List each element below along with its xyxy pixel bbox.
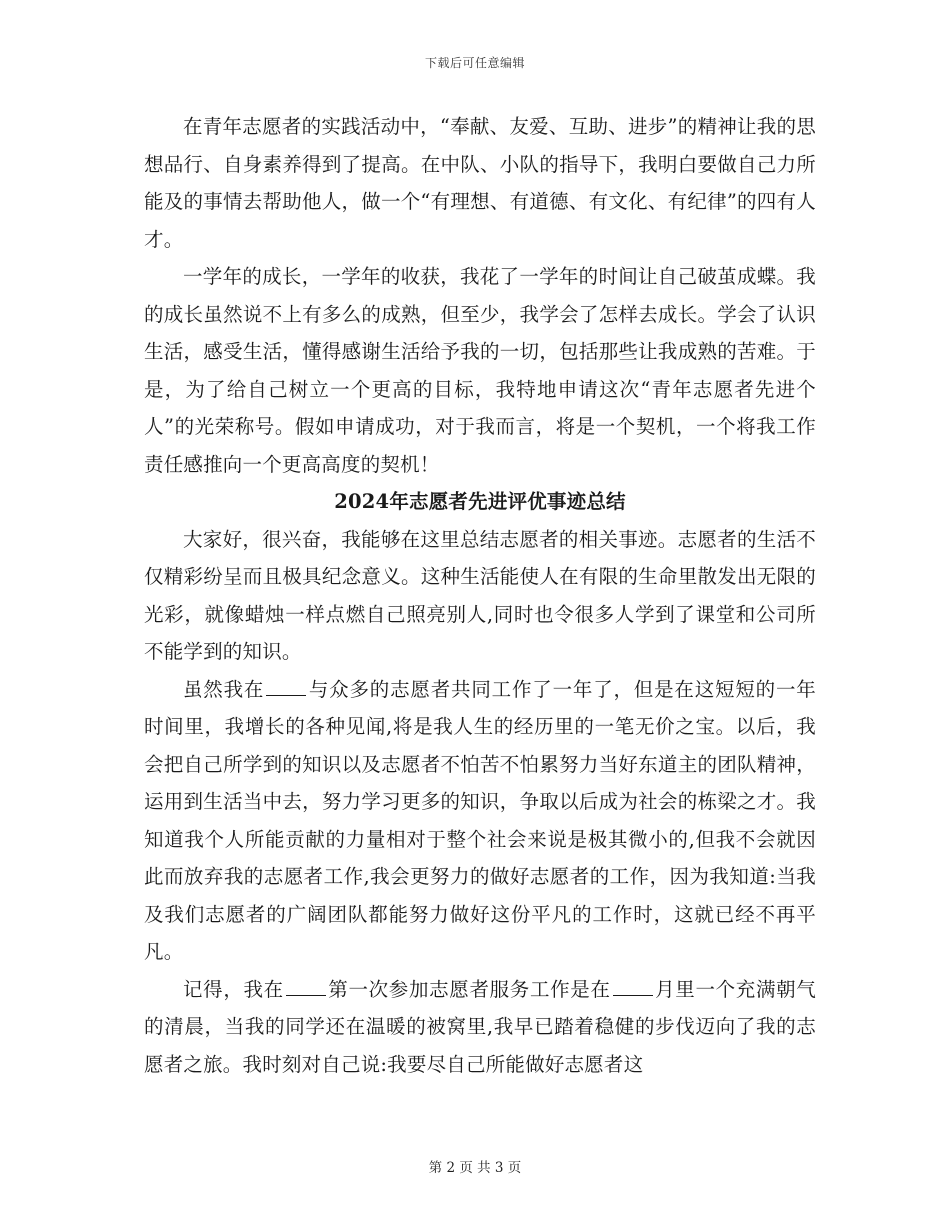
paragraph-5-start: 记得，我在	[183, 977, 284, 1001]
fill-in-blank	[266, 694, 306, 696]
page-footer: 第 2 页 共 3 页	[428, 1160, 522, 1176]
fill-in-blank	[286, 994, 326, 996]
paragraph-4-start: 虽然我在	[183, 677, 265, 701]
document-body	[144, 108, 816, 1083]
paragraph-5-middle: 第一次参加志愿者服务工作是在	[327, 977, 611, 1001]
paragraph-2: 一学年的成长，一学年的收获，我花了一学年的时间让自己破茧成蝶。我的成长虽然说不上有多么的成熟，但至少，我学会了怎样去成长。学会了认识生活，感受生活，懂得感谢生活给予我的一切，包括那些让我成熟的苦难。于是，为了给自己树立一个更高的目标，我特地申请这次“青年志愿者先进个人”的光荣称号。假如申请成功，对于我而言，将是一个契机，一个将我工作责任感推向一个更高高度的契机！	[144, 265, 816, 476]
fill-in-blank	[613, 994, 653, 996]
paragraph-4	[144, 671, 816, 971]
paragraph-3: 大家好，很兴奋，我能够在这里总结志愿者的相关事迹。志愿者的生活不仅精彩纷呈而且极具纪念意义。这种生活能使人在有限的生命里散发出无限的光彩，就像蜡烛一样点燃自己照亮别人,同时也令很多人学到了课堂和公司所不能学到的知识。	[144, 527, 816, 663]
paragraph-5	[144, 971, 816, 1084]
paragraph-4-rest: 与众多的志愿者共同工作了一年了，但是在这短短的一年时间里，我增长的各种见闻,将是我人生的经历里的一笔无价之宝。以后，我会把自己所学到的知识以及志愿者不怕苦不怕累努力当好东道主的团队精神，运用到生活当中去，努力学习更多的知识，争取以后成为社会的栋梁之才。我知道我个人所能贡献的力量相对于整个社会来说是极其微小的,但我不会就因此而放弃我的志愿者工作,我会更努力的做好志愿者的工作，因为我知道:当我及我们志愿者的广阔团队都能努力做好这份平凡的工作时，这就已经不再平凡。	[144, 677, 816, 963]
page-header: 下载后可任意编辑	[424, 56, 525, 70]
section-title: 2024年志愿者先进评优事迹总结	[334, 490, 626, 513]
paragraph-1: 在青年志愿者的实践活动中，“奉献、友爱、互助、进步”的精神让我的思想品行、自身素养得到了提高。在中队、小队的指导下，我明白要做自己力所能及的事情去帮助他人，做一个“有理想、有道德、有文化、有纪律”的四有人才。	[144, 115, 816, 251]
paragraph-5-rest: 月里一个充满朝气的清晨，当我的同学还在温暖的被窝里,我早已踏着稳健的步伐迈向了我的志愿者之旅。我时刻对自己说:我要尽自己所能做好志愿者这	[144, 977, 816, 1076]
